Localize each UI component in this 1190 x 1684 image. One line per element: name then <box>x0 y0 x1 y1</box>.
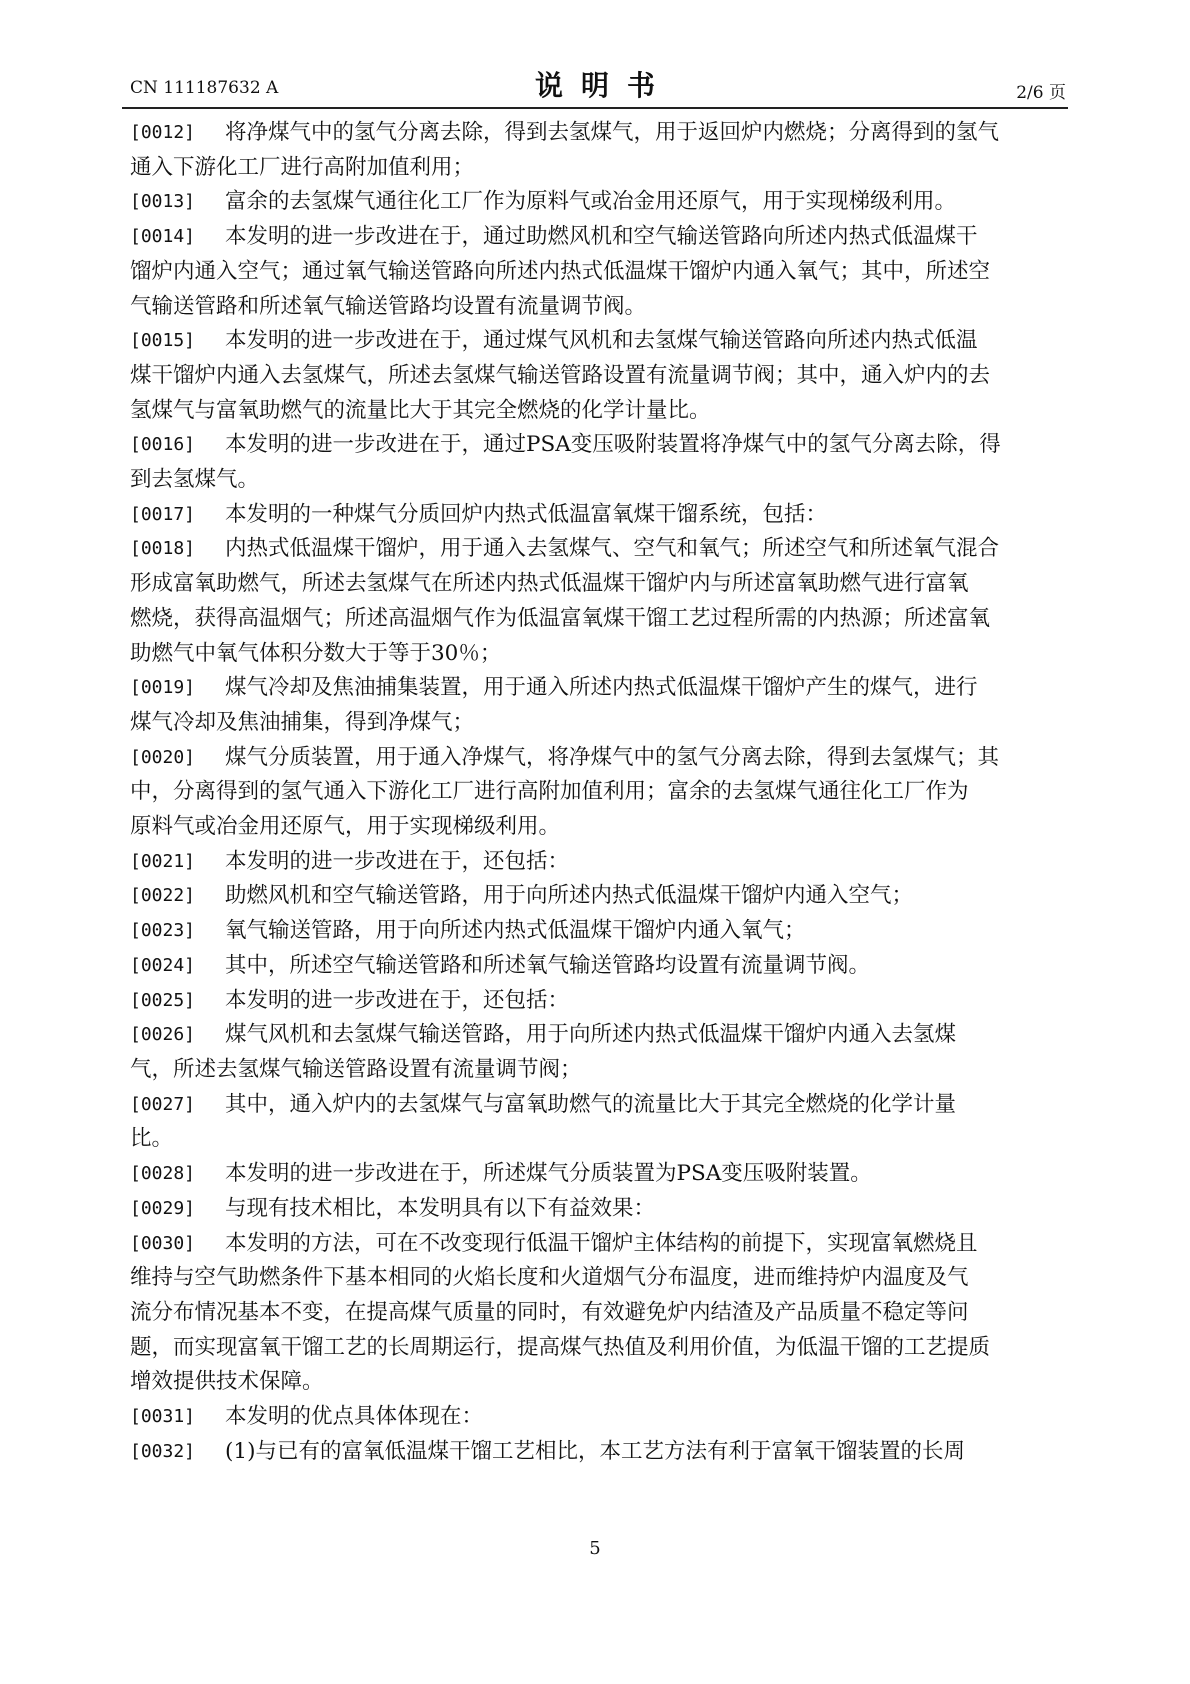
paragraph-number: [0026] <box>130 1024 196 1046</box>
paragraph-number: [0021] <box>130 850 196 872</box>
paragraph-number: [0016] <box>130 434 196 456</box>
paragraph <box>130 671 1060 740</box>
paragraph-line: 中，分离得到的氢气通入下游化工厂进行高附加值利用；富余的去氢煤气通往化工厂作为 <box>130 779 969 805</box>
paragraph-line: 燃烧，获得高温烟气；所述高温烟气作为低温富氧煤干馏工艺过程所需的内热源；所述富氧 <box>130 605 991 631</box>
paragraph-line: 助燃气中氧气体积分数大于等于30％； <box>130 640 502 666</box>
header-divider <box>122 107 1068 109</box>
paragraph-number: [0028] <box>130 1163 196 1185</box>
paragraph <box>130 1157 1060 1192</box>
paragraph-line: 本发明的进一步改进在于，通过PSA变压吸附装置将净煤气中的氢气分离去除，得 <box>225 432 1001 458</box>
paragraph-number: [0012] <box>130 122 196 143</box>
paragraph-line: 其中，所述空气输送管路和所述氧气输送管路均设置有流量调节阀。 <box>225 952 871 978</box>
paragraph <box>130 220 1060 324</box>
paragraph-line: 煤气冷却及焦油捕集，得到净煤气； <box>130 709 475 735</box>
paragraph <box>130 1088 1060 1157</box>
paragraph-line: 气，所述去氢煤气输送管路设置有流量调节阀； <box>130 1056 582 1082</box>
paragraph-line: 到去氢煤气。 <box>130 467 260 493</box>
paragraph <box>130 845 1060 880</box>
paragraph-line: 流分布情况基本不变，在提高煤气质量的同时，有效避免炉内结渣及产品质量不稳定等问 <box>130 1299 969 1325</box>
paragraph-number: [0029] <box>130 1197 196 1219</box>
paragraph-line: 将净煤气中的氢气分离去除，得到去氢煤气，用于返回炉内燃烧；分离得到的氢气 <box>225 120 1000 145</box>
paragraph-line: 富余的去氢煤气通往化工厂作为原料气或冶金用还原气，用于实现梯级利用。 <box>225 189 957 215</box>
paragraph-line: 本发明的进一步改进在于，所述煤气分质装置为PSA变压吸附装置。 <box>225 1161 872 1187</box>
paragraph-number: [0024] <box>130 954 196 976</box>
paragraph-line: 其中，通入炉内的去氢煤气与富氧助燃气的流量比大于其完全燃烧的化学计量 <box>225 1091 957 1117</box>
paragraph <box>130 1192 1060 1227</box>
paragraph-line: 本发明的方法，可在不改变现行低温干馏炉主体结构的前提下，实现富氧燃烧且 <box>225 1230 978 1256</box>
paragraph-line: 煤气分质装置，用于通入净煤气，将净煤气中的氢气分离去除，得到去氢煤气；其 <box>225 744 1000 770</box>
paragraph-line: (1)与已有的富氧低温煤干馏工艺相比，本工艺方法有利于富氧干馏装置的长周 <box>225 1438 965 1464</box>
page-indicator: 2/6 页 <box>1016 83 1066 103</box>
paragraph <box>130 498 1060 533</box>
paragraph-line: 煤气冷却及焦油捕集装置，用于通入所述内热式低温煤干馏炉产生的煤气，进行 <box>225 675 978 701</box>
paragraph-line: 通入下游化工厂进行高附加值利用； <box>130 154 475 180</box>
paragraph <box>130 1018 1060 1087</box>
paragraph-line: 题，而实现富氧干馏工艺的长周期运行，提高煤气热值及利用价值，为低温干馏的工艺提质 <box>130 1334 991 1360</box>
paragraph-line: 气输送管路和所述氧气输送管路均设置有流量调节阀。 <box>130 293 647 319</box>
paragraph-number: [0014] <box>130 226 196 248</box>
paragraph-line: 煤干馏炉内通入去氢煤气，所述去氢煤气输送管路设置有流量调节阀；其中，通入炉内的去 <box>130 362 991 388</box>
paragraph-line: 原料气或冶金用还原气，用于实现梯级利用。 <box>130 814 561 840</box>
paragraph-number: [0019] <box>130 677 196 699</box>
paragraph-line: 维持与空气助燃条件下基本相同的火焰长度和火道烟气分布温度，进而维持炉内温度及气 <box>130 1265 969 1291</box>
paragraph-line: 助燃风机和空气输送管路，用于向所述内热式低温煤干馏炉内通入空气； <box>225 883 914 909</box>
document-body <box>130 116 1060 1469</box>
paragraph <box>130 949 1060 984</box>
paragraph-line: 比。 <box>130 1126 174 1152</box>
paragraph-number: [0027] <box>130 1093 196 1115</box>
paragraph-number: [0023] <box>130 920 196 942</box>
document-number: CN 111187632 A <box>130 78 279 98</box>
paragraph-number: [0031] <box>130 1406 196 1428</box>
paragraph-number: [0032] <box>130 1440 196 1462</box>
paragraph-number: [0013] <box>130 191 196 213</box>
paragraph-number: [0020] <box>130 746 196 768</box>
paragraph-line: 本发明的进一步改进在于，还包括： <box>225 987 570 1013</box>
paragraph-line: 增效提供技术保障。 <box>130 1369 324 1395</box>
paragraph-line: 馏炉内通入空气；通过氧气输送管路向所述内热式低温煤干馏炉内通入氧气；其中，所述空 <box>130 258 991 284</box>
paragraph-number: [0017] <box>130 503 196 525</box>
paragraph-line: 本发明的优点具体体现在： <box>225 1404 484 1430</box>
paragraph-number: [0025] <box>130 989 196 1011</box>
paragraph <box>130 1435 1060 1470</box>
paragraph <box>130 879 1060 914</box>
paragraph-line: 氢煤气与富氧助燃气的流量比大于其完全燃烧的化学计量比。 <box>130 397 711 423</box>
paragraph-line: 形成富氧助燃气，所述去氢煤气在所述内热式低温煤干馏炉内与所述富氧助燃气进行富氧 <box>130 571 969 597</box>
paragraph <box>130 116 1060 185</box>
paragraph-number: [0018] <box>130 538 196 560</box>
paragraph-number: [0030] <box>130 1232 196 1254</box>
page-number: 5 <box>589 1538 601 1559</box>
paragraph-number: [0015] <box>130 330 196 352</box>
paragraph <box>130 185 1060 220</box>
paragraph-line: 本发明的进一步改进在于，还包括： <box>225 848 570 874</box>
document-title: 说明书 <box>534 69 673 102</box>
paragraph-line: 氧气输送管路，用于向所述内热式低温煤干馏炉内通入氧气； <box>225 918 806 944</box>
paragraph <box>130 914 1060 949</box>
paragraph-line: 内热式低温煤干馏炉，用于通入去氢煤气、空气和氧气；所述空气和所述氧气混合 <box>225 536 1000 562</box>
paragraph-number: [0022] <box>130 885 196 907</box>
paragraph-line: 本发明的进一步改进在于，通过助燃风机和空气输送管路向所述内热式低温煤干 <box>225 224 978 250</box>
paragraph <box>130 324 1060 428</box>
paragraph <box>130 1400 1060 1435</box>
paragraph <box>130 984 1060 1019</box>
paragraph <box>130 741 1060 845</box>
paragraph-line: 与现有技术相比，本发明具有以下有益效果： <box>225 1195 656 1221</box>
paragraph <box>130 532 1060 671</box>
paragraph <box>130 1227 1060 1401</box>
page-header <box>122 62 1068 106</box>
paragraph-line: 本发明的进一步改进在于，通过煤气风机和去氢煤气输送管路向所述内热式低温 <box>225 328 978 354</box>
paragraph-line: 本发明的一种煤气分质回炉内热式低温富氧煤干馏系统，包括： <box>225 501 828 527</box>
paragraph <box>130 428 1060 497</box>
paragraph-line: 煤气风机和去氢煤气输送管路，用于向所述内热式低温煤干馏炉内通入去氢煤 <box>225 1022 957 1048</box>
